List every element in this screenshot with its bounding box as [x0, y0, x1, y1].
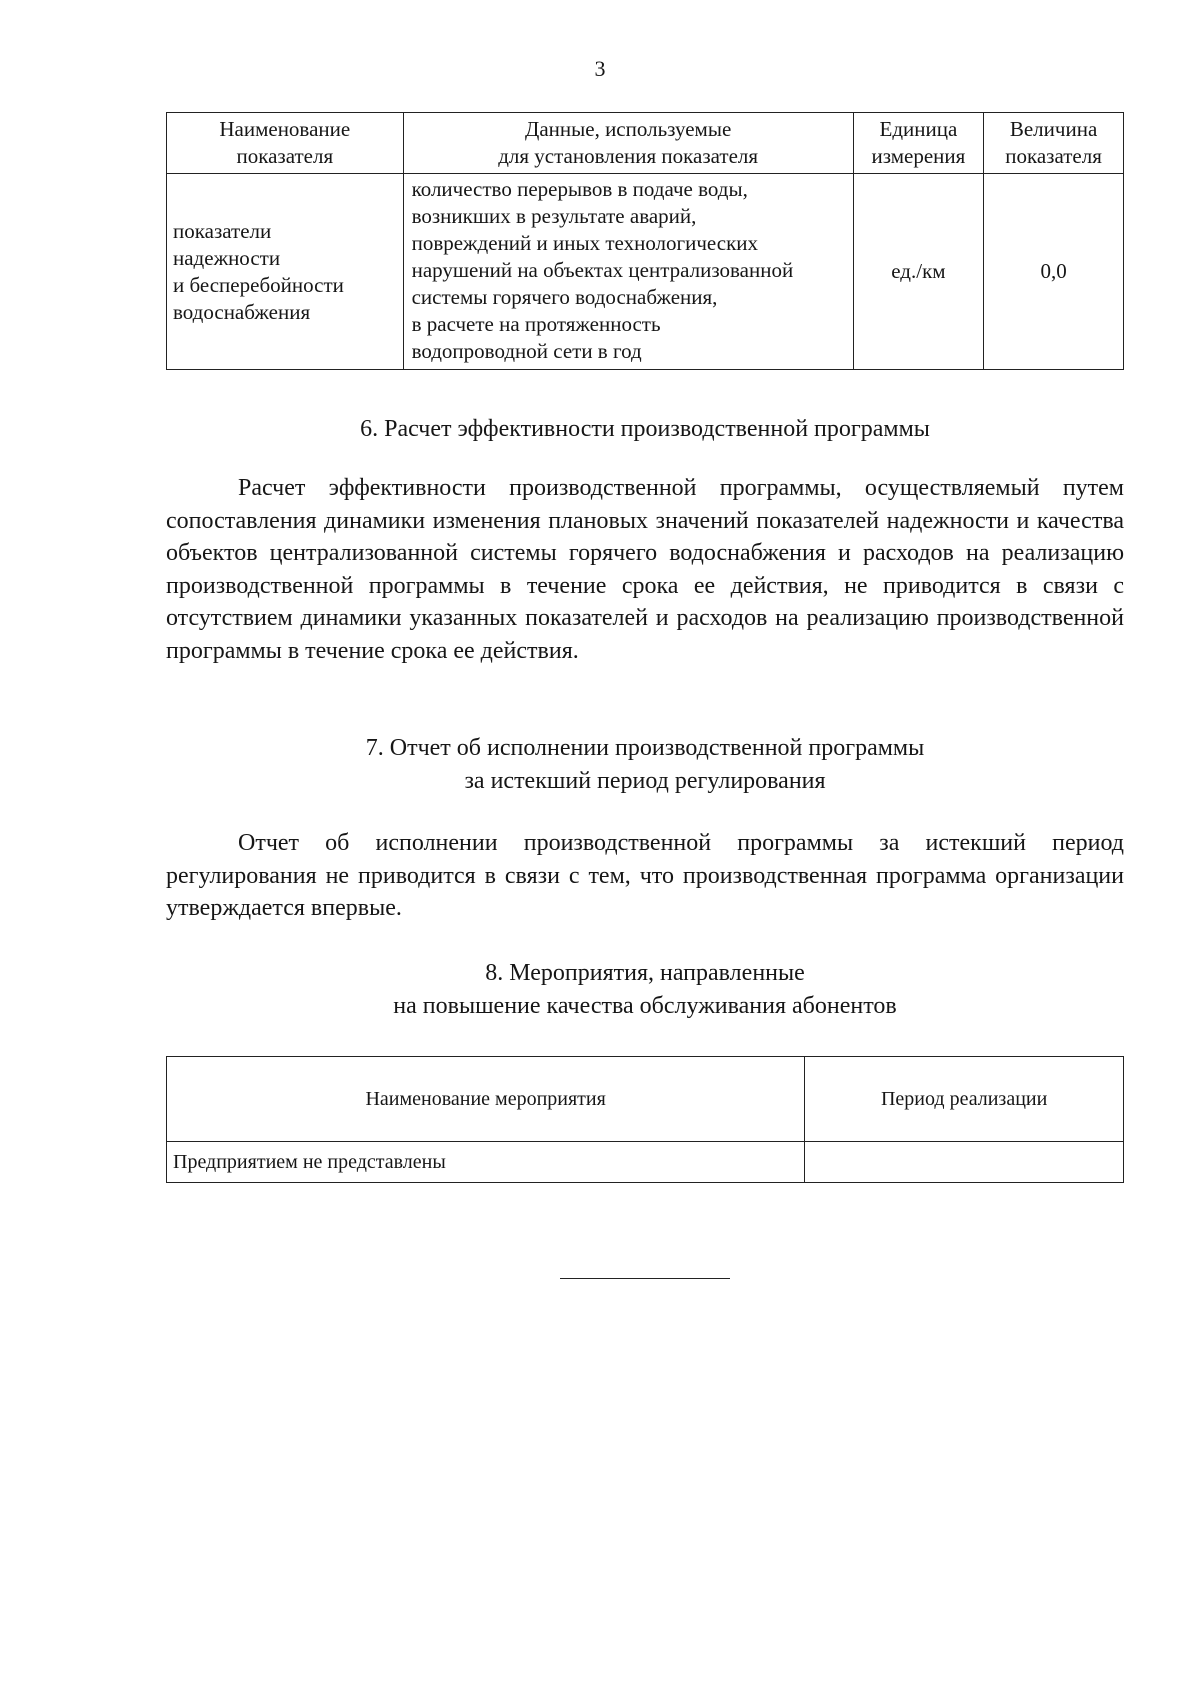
page-number: 3	[594, 56, 606, 81]
table-header-row	[167, 1057, 1124, 1142]
section-8-title-line-2: на повышение качества обслуживания абонентов	[393, 993, 897, 1019]
end-divider	[560, 1278, 730, 1279]
measure-name-cell: Предприятием не представлены	[167, 1142, 805, 1183]
period-cell	[805, 1142, 1124, 1183]
section-6-title: 6. Расчет эффективности производственной программы	[360, 416, 930, 442]
table-row	[167, 174, 1124, 370]
section-6-text: Расчет эффективности производственной программы, осуществляемый путем сопоставления динамики изменения плановых значений показателей надежности и качества объектов централизованной системы горячего водоснабжения и расходов на реализацию производственной программы в течение срока ее действия, не приводится в связи с отсутствием динамики указанных показателей и расходов на реализацию производственной программы в течение срока ее действия.	[166, 475, 1124, 664]
table-header-row	[167, 113, 1124, 174]
indicator-name-cell: показатели надежности и бесперебойности водоснабжения	[167, 174, 404, 370]
header-source-data: Данные, используемые для установления показателя	[403, 113, 853, 174]
table-row	[167, 1142, 1124, 1183]
measures-table	[166, 1056, 1124, 1183]
header-measure-name: Наименование мероприятия	[167, 1057, 805, 1142]
section-7-title-line-2: за истекший период регулирования	[464, 768, 826, 794]
indicators-table	[166, 112, 1124, 370]
header-period: Период реализации	[805, 1057, 1124, 1142]
section-7-title-line-1: 7. Отчет об исполнении производственной программы	[365, 735, 925, 761]
value-cell: 0,0	[984, 174, 1124, 370]
source-data-cell: количество перерывов в подаче воды, возникших в результате аварий, повреждений и иных технологических нарушений на объектах централизованной системы горячего водоснабжения, в расчете на протяженность водопроводной сети в год	[403, 174, 853, 370]
header-indicator-name: Наименование показателя	[167, 113, 404, 174]
header-unit: Единица измерения	[853, 113, 983, 174]
header-value: Величина показателя	[984, 113, 1124, 174]
unit-cell: ед./км	[853, 174, 983, 370]
section-7-text: Отчет об исполнении производственной программы за истекший период регулирования не приводится в связи с тем, что производственная программа организации утверждается впервые.	[166, 830, 1124, 921]
section-8-title-line-1: 8. Мероприятия, направленные	[485, 960, 805, 986]
